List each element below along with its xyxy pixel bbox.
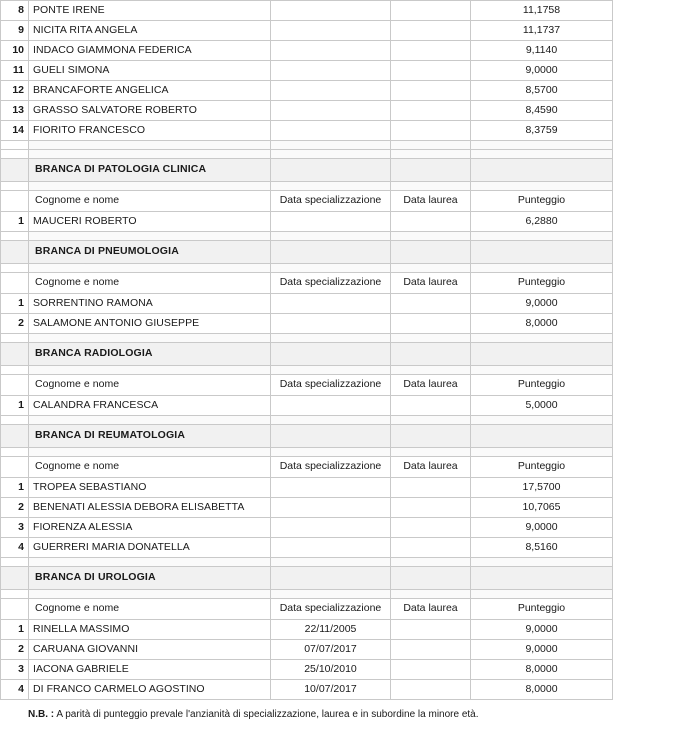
row-name: GUERRERI MARIA DONATELLA [29, 538, 271, 558]
spacer-score-cell [471, 150, 613, 159]
spacer-row [1, 558, 613, 567]
row-degree-date [391, 41, 471, 61]
column-header-degree-date: Data laurea [391, 375, 471, 396]
column-header-score: Punteggio [471, 599, 613, 620]
spacer-score-cell [471, 264, 613, 273]
column-header-row-radiologia [1, 375, 613, 396]
row-degree-date [391, 620, 471, 640]
row-score: 9,0000 [471, 61, 613, 81]
row-name: GRASSO SALVATORE ROBERTO [29, 101, 271, 121]
row-degree-date [391, 101, 471, 121]
table-row [1, 101, 613, 121]
section-index-gutter [1, 159, 29, 182]
spacer-name-cell [29, 334, 271, 343]
section-score-cell [471, 425, 613, 448]
spacer-row [1, 264, 613, 273]
table-row [1, 396, 613, 416]
spacer-row [1, 141, 613, 150]
row-index: 12 [1, 81, 29, 101]
section-spec-cell [271, 567, 391, 590]
spacer-row [1, 232, 613, 241]
footnote-label: N.B. : [28, 709, 55, 720]
row-score: 8,4590 [471, 101, 613, 121]
column-header-specialization-date: Data specializzazione [271, 457, 391, 478]
spacer-score-cell [471, 558, 613, 567]
spacer-name-cell [29, 366, 271, 375]
row-specialization-date [271, 121, 391, 141]
footnote-text: A parità di punteggio prevale l'anzianità di specializzazione, laurea e in subordine la minore età. [56, 709, 479, 720]
row-score: 8,5160 [471, 538, 613, 558]
row-index: 3 [1, 518, 29, 538]
row-score: 9,0000 [471, 294, 613, 314]
section-title: BRANCA DI REUMATOLOGIA [29, 425, 271, 448]
column-header-specialization-date: Data specializzazione [271, 375, 391, 396]
spacer-laurea-cell [391, 141, 471, 150]
footnote [28, 709, 700, 721]
column-header-specialization-date: Data specializzazione [271, 273, 391, 294]
spacer-spec-cell [271, 334, 391, 343]
column-header-index [1, 457, 29, 478]
row-degree-date [391, 61, 471, 81]
row-score: 8,5700 [471, 81, 613, 101]
row-specialization-date [271, 212, 391, 232]
row-index: 9 [1, 21, 29, 41]
column-header-degree-date: Data laurea [391, 273, 471, 294]
row-name: BRANCAFORTE ANGELICA [29, 81, 271, 101]
spacer-index-cell [1, 264, 29, 273]
row-specialization-date [271, 498, 391, 518]
row-score: 9,0000 [471, 640, 613, 660]
section-score-cell [471, 567, 613, 590]
row-name: FIORENZA ALESSIA [29, 518, 271, 538]
column-header-index [1, 599, 29, 620]
row-degree-date [391, 1, 471, 21]
spacer-index-cell [1, 182, 29, 191]
spacer-name-cell [29, 141, 271, 150]
spacer-laurea-cell [391, 416, 471, 425]
section-header-row-radiologia [1, 343, 613, 366]
row-degree-date [391, 498, 471, 518]
row-name: FIORITO FRANCESCO [29, 121, 271, 141]
section-header-row-patologia-clinica [1, 159, 613, 182]
row-specialization-date [271, 1, 391, 21]
column-header-index [1, 273, 29, 294]
table-row [1, 21, 613, 41]
row-index: 1 [1, 294, 29, 314]
section-spec-cell [271, 343, 391, 366]
row-name: CALANDRA FRANCESCA [29, 396, 271, 416]
spacer-row [1, 448, 613, 457]
spacer-name-cell [29, 558, 271, 567]
table-row [1, 498, 613, 518]
row-specialization-date: 07/07/2017 [271, 640, 391, 660]
table-row [1, 680, 613, 700]
spacer-spec-cell [271, 416, 391, 425]
spacer-score-cell [471, 141, 613, 150]
spacer-score-cell [471, 334, 613, 343]
column-header-row-reumatologia [1, 457, 613, 478]
row-score: 8,0000 [471, 680, 613, 700]
row-specialization-date [271, 538, 391, 558]
column-header-degree-date: Data laurea [391, 599, 471, 620]
section-header-row-reumatologia [1, 425, 613, 448]
spacer-name-cell [29, 150, 271, 159]
row-score: 11,1758 [471, 1, 613, 21]
spacer-row [1, 416, 613, 425]
row-name: CARUANA GIOVANNI [29, 640, 271, 660]
column-header-score: Punteggio [471, 191, 613, 212]
section-laurea-cell [391, 241, 471, 264]
spacer-name-cell [29, 590, 271, 599]
table-row [1, 294, 613, 314]
section-score-cell [471, 241, 613, 264]
spacer-name-cell [29, 264, 271, 273]
row-degree-date [391, 21, 471, 41]
spacer-index-cell [1, 590, 29, 599]
section-score-cell [471, 159, 613, 182]
row-degree-date [391, 518, 471, 538]
row-index: 2 [1, 498, 29, 518]
row-index: 11 [1, 61, 29, 81]
spacer-spec-cell [271, 141, 391, 150]
row-index: 2 [1, 640, 29, 660]
spacer-spec-cell [271, 590, 391, 599]
spacer-index-cell [1, 232, 29, 241]
spacer-laurea-cell [391, 590, 471, 599]
spacer-spec-cell [271, 150, 391, 159]
row-score: 5,0000 [471, 396, 613, 416]
spacer-spec-cell [271, 448, 391, 457]
row-score: 17,5700 [471, 478, 613, 498]
row-index: 10 [1, 41, 29, 61]
row-index: 1 [1, 478, 29, 498]
spacer-index-cell [1, 366, 29, 375]
section-score-cell [471, 343, 613, 366]
table-row [1, 660, 613, 680]
column-header-specialization-date: Data specializzazione [271, 191, 391, 212]
row-specialization-date [271, 41, 391, 61]
spacer-index-cell [1, 416, 29, 425]
row-score: 8,0000 [471, 314, 613, 334]
row-specialization-date [271, 21, 391, 41]
row-name: DI FRANCO CARMELO AGOSTINO [29, 680, 271, 700]
column-header-degree-date: Data laurea [391, 457, 471, 478]
row-name: MAUCERI ROBERTO [29, 212, 271, 232]
section-laurea-cell [391, 567, 471, 590]
spacer-index-cell [1, 558, 29, 567]
row-degree-date [391, 121, 471, 141]
spacer-spec-cell [271, 232, 391, 241]
table-row [1, 538, 613, 558]
spacer-laurea-cell [391, 334, 471, 343]
row-specialization-date: 25/10/2010 [271, 660, 391, 680]
spacer-row [1, 182, 613, 191]
column-header-index [1, 191, 29, 212]
column-header-score: Punteggio [471, 457, 613, 478]
spacer-score-cell [471, 182, 613, 191]
table-row [1, 121, 613, 141]
row-degree-date [391, 478, 471, 498]
column-header-score: Punteggio [471, 375, 613, 396]
spacer-spec-cell [271, 182, 391, 191]
section-index-gutter [1, 343, 29, 366]
spacer-name-cell [29, 416, 271, 425]
row-degree-date [391, 680, 471, 700]
row-score: 8,3759 [471, 121, 613, 141]
spacer-laurea-cell [391, 264, 471, 273]
row-degree-date [391, 81, 471, 101]
row-score: 8,0000 [471, 660, 613, 680]
row-specialization-date: 22/11/2005 [271, 620, 391, 640]
spacer-spec-cell [271, 558, 391, 567]
spacer-name-cell [29, 232, 271, 241]
column-header-name: Cognome e nome [29, 457, 271, 478]
row-name: TROPEA SEBASTIANO [29, 478, 271, 498]
column-header-score: Punteggio [471, 273, 613, 294]
spacer-name-cell [29, 182, 271, 191]
row-score: 9,1140 [471, 41, 613, 61]
section-title: BRANCA DI PNEUMOLOGIA [29, 241, 271, 264]
column-header-specialization-date: Data specializzazione [271, 599, 391, 620]
row-degree-date [391, 396, 471, 416]
spacer-laurea-cell [391, 150, 471, 159]
row-specialization-date [271, 81, 391, 101]
column-header-name: Cognome e nome [29, 273, 271, 294]
table-row [1, 212, 613, 232]
row-degree-date [391, 640, 471, 660]
spacer-index-cell [1, 150, 29, 159]
column-header-name: Cognome e nome [29, 191, 271, 212]
section-title: BRANCA DI PATOLOGIA CLINICA [29, 159, 271, 182]
section-index-gutter [1, 241, 29, 264]
spacer-laurea-cell [391, 366, 471, 375]
row-degree-date [391, 314, 471, 334]
row-name: SORRENTINO RAMONA [29, 294, 271, 314]
spacer-score-cell [471, 366, 613, 375]
spacer-laurea-cell [391, 182, 471, 191]
section-header-row-urologia [1, 567, 613, 590]
column-header-name: Cognome e nome [29, 599, 271, 620]
row-score: 9,0000 [471, 620, 613, 640]
table-row [1, 518, 613, 538]
section-spec-cell [271, 159, 391, 182]
table-row [1, 640, 613, 660]
column-header-degree-date: Data laurea [391, 191, 471, 212]
spacer-spec-cell [271, 366, 391, 375]
spacer-row [1, 366, 613, 375]
row-specialization-date [271, 478, 391, 498]
section-spec-cell [271, 425, 391, 448]
spacer-row [1, 334, 613, 343]
row-degree-date [391, 294, 471, 314]
row-specialization-date [271, 396, 391, 416]
ranking-table-body [1, 1, 613, 700]
table-row [1, 314, 613, 334]
spacer-index-cell [1, 141, 29, 150]
table-row [1, 61, 613, 81]
row-name: INDACO GIAMMONA FEDERICA [29, 41, 271, 61]
row-degree-date [391, 538, 471, 558]
row-index: 4 [1, 680, 29, 700]
section-laurea-cell [391, 343, 471, 366]
row-index: 2 [1, 314, 29, 334]
row-name: BENENATI ALESSIA DEBORA ELISABETTA [29, 498, 271, 518]
row-score: 11,1737 [471, 21, 613, 41]
row-name: NICITA RITA ANGELA [29, 21, 271, 41]
row-specialization-date [271, 518, 391, 538]
column-header-name: Cognome e nome [29, 375, 271, 396]
row-specialization-date: 10/07/2017 [271, 680, 391, 700]
row-name: IACONA GABRIELE [29, 660, 271, 680]
row-specialization-date [271, 314, 391, 334]
table-row [1, 81, 613, 101]
row-index: 8 [1, 1, 29, 21]
row-specialization-date [271, 294, 391, 314]
spacer-spec-cell [271, 264, 391, 273]
section-title: BRANCA DI UROLOGIA [29, 567, 271, 590]
table-row [1, 478, 613, 498]
section-header-row-pneumologia [1, 241, 613, 264]
row-name: RINELLA MASSIMO [29, 620, 271, 640]
spacer-score-cell [471, 448, 613, 457]
column-header-row-urologia [1, 599, 613, 620]
row-score: 10,7065 [471, 498, 613, 518]
row-index: 4 [1, 538, 29, 558]
section-spec-cell [271, 241, 391, 264]
table-row [1, 41, 613, 61]
spacer-laurea-cell [391, 232, 471, 241]
table-row [1, 620, 613, 640]
section-index-gutter [1, 425, 29, 448]
row-index: 1 [1, 620, 29, 640]
row-name: SALAMONE ANTONIO GIUSEPPE [29, 314, 271, 334]
spacer-laurea-cell [391, 448, 471, 457]
spacer-index-cell [1, 334, 29, 343]
row-degree-date [391, 660, 471, 680]
table-row [1, 1, 613, 21]
row-specialization-date [271, 101, 391, 121]
section-laurea-cell [391, 425, 471, 448]
row-index: 3 [1, 660, 29, 680]
row-name: GUELI SIMONA [29, 61, 271, 81]
row-name: PONTE IRENE [29, 1, 271, 21]
spacer-laurea-cell [391, 558, 471, 567]
row-index: 13 [1, 101, 29, 121]
spacer-score-cell [471, 590, 613, 599]
row-index: 1 [1, 212, 29, 232]
row-degree-date [391, 212, 471, 232]
row-score: 9,0000 [471, 518, 613, 538]
row-specialization-date [271, 61, 391, 81]
spacer-row [1, 150, 613, 159]
section-index-gutter [1, 567, 29, 590]
row-score: 6,2880 [471, 212, 613, 232]
spacer-name-cell [29, 448, 271, 457]
spacer-score-cell [471, 416, 613, 425]
column-header-row-patologia-clinica [1, 191, 613, 212]
column-header-row-pneumologia [1, 273, 613, 294]
section-title: BRANCA RADIOLOGIA [29, 343, 271, 366]
spacer-index-cell [1, 448, 29, 457]
row-index: 14 [1, 121, 29, 141]
spacer-score-cell [471, 232, 613, 241]
section-laurea-cell [391, 159, 471, 182]
row-index: 1 [1, 396, 29, 416]
spacer-row [1, 590, 613, 599]
column-header-index [1, 375, 29, 396]
